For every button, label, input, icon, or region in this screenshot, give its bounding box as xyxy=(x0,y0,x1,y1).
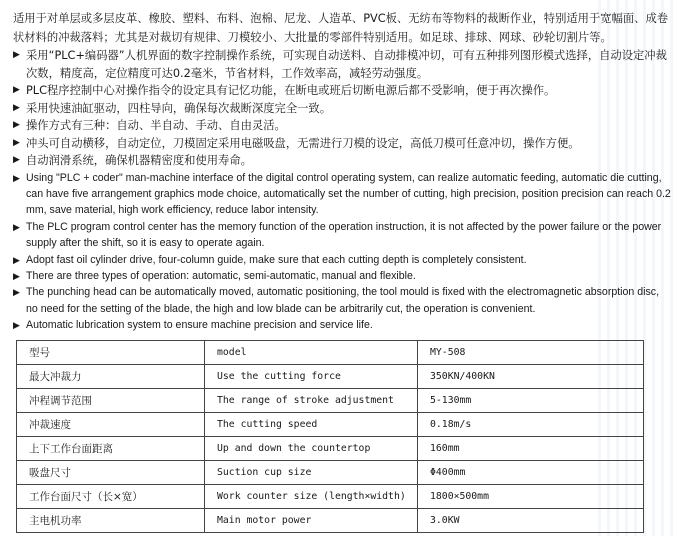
table-row xyxy=(17,340,644,364)
arrow-bullet-icon: ▶ xyxy=(13,254,20,265)
spec-label-cn: 吸盘尺寸 xyxy=(17,460,205,484)
list-item: ▶ 操作方式有三种：自动、半自动、手动、自由灵活。 xyxy=(13,117,671,135)
arrow-bullet-icon: ▶ xyxy=(13,85,20,95)
list-item: ▶ The punching head can be automatically moved, automatic positioning, the tool mould is fixed with the electromagnetic absorption disc, no need for the setting of the blade, the high and low blade can be arbitrarily cut, the operation is convenient. xyxy=(13,286,660,315)
spec-label-en: The cutting speed xyxy=(205,412,418,436)
spec-label-cn: 冲程调节范围 xyxy=(17,388,205,412)
arrow-bullet-icon: ▶ xyxy=(13,320,20,331)
spec-label-en: Work counter size (length×width) xyxy=(205,484,418,508)
spec-label-en: model xyxy=(205,340,418,364)
list-item: ▶ Using "PLC + coder" man-machine interface of the digital control operating system, can realize automatic feeding, automatic die cutting, can have five arrangement graphics mode choice, automatically set the number of cutting, high precision, position precision can reach 0.2 mm, save material, high work efficiency, reduce labor intensity. xyxy=(13,171,671,217)
arrow-bullet-icon: ▶ xyxy=(13,137,20,148)
spec-label-cn: 最大冲裁力 xyxy=(17,364,205,388)
spec-value: 3.0KW xyxy=(418,508,644,532)
spec-value: Φ400mm xyxy=(418,460,644,484)
list-item: ▶ Adopt fast oil cylinder drive, four-column guide, make sure that each cutting depth is completely consistent. xyxy=(13,252,671,268)
spec-label-en: Up and down the countertop xyxy=(205,436,418,460)
table-row xyxy=(17,364,644,388)
arrow-bullet-icon: ▶ xyxy=(13,270,20,281)
table-row xyxy=(17,484,644,508)
list-item: ▶ 采用快速油缸驱动，四柱导向，确保每次裁断深度完全一致。 xyxy=(13,100,671,118)
spec-value: 0.18m/s xyxy=(418,412,644,436)
list-item: ▶ There are three types of operation: automatic, semi-automatic, manual and flexible. xyxy=(13,268,671,284)
arrow-bullet-icon: ▶ xyxy=(13,172,20,183)
spec-value: 160mm xyxy=(418,436,644,460)
spec-value: 350KN/400KN xyxy=(418,364,644,388)
table-row xyxy=(17,388,644,412)
intro-paragraph: 适用于对单层或多层皮革、橡胶、塑料、布料、泡棉、尼龙、人造革、PVC板、无纺布等物料的裁断作业，特别适用于宽幅面、成卷状材料的冲裁落料；尤其是对裁切有规律、刀模较小、大批量的零部件特别适用。如足球、排球、网球、砂轮切割片等。 xyxy=(13,12,669,44)
arrow-bullet-icon: ▶ xyxy=(13,102,20,113)
list-item: ▶ Automatic lubrication system to ensure machine precision and service life. xyxy=(13,317,671,333)
table-row xyxy=(17,460,644,484)
spec-label-cn: 上下工作台面距离 xyxy=(17,436,205,460)
arrow-bullet-icon: ▶ xyxy=(13,155,20,165)
arrow-bullet-icon: ▶ xyxy=(13,120,20,130)
list-item: ▶ 采用“PLC+编码器”人机界面的数字控制操作系统，可实现自动送料、自动排模冲切，可有五种排列图形模式选择，自动设定冲裁次数，精度高，定位精度可达0.2毫米，节省材料，工作效率高，减轻劳动强度。 xyxy=(13,49,667,80)
list-item: ▶ PLC程序控制中心对操作指令的设定具有记忆功能，在断电或班后切断电源后都不受影响，便于再次操作。 xyxy=(13,82,671,100)
table-row xyxy=(17,508,644,532)
list-item: ▶ 冲头可自动横移，自动定位，刀模固定采用电磁吸盘，无需进行刀模的设定，高低刀模可任意冲切，操作方便。 xyxy=(13,135,671,153)
arrow-bullet-icon: ▶ xyxy=(13,50,20,60)
spec-label-en: Main motor power xyxy=(205,508,418,532)
spec-label-cn: 工作台面尺寸（长×宽） xyxy=(17,484,205,508)
spec-table xyxy=(16,340,644,533)
table-row xyxy=(17,412,644,436)
spec-label-en: The range of stroke adjustment xyxy=(205,388,418,412)
spec-label-cn: 冲裁速度 xyxy=(17,412,205,436)
spec-value: 5-130mm xyxy=(418,388,644,412)
arrow-bullet-icon: ▶ xyxy=(13,221,20,232)
list-item: ▶ The PLC program control center has the memory function of the operation instruction, it is not affected by the power failure or the power supply after the shift, so it is easy to operate again. xyxy=(13,220,662,250)
list-item: ▶ 自动润滑系统，确保机器精密度和使用寿命。 xyxy=(13,152,671,170)
arrow-bullet-icon: ▶ xyxy=(13,287,20,298)
features-chinese-list xyxy=(13,47,671,170)
product-description xyxy=(13,10,671,533)
spec-label-cn: 型号 xyxy=(17,340,205,364)
spec-label-en: Use the cutting force xyxy=(205,364,418,388)
spec-label-en: Suction cup size xyxy=(205,460,418,484)
spec-value: MY-508 xyxy=(418,340,644,364)
table-row xyxy=(17,436,644,460)
spec-label-cn: 主电机功率 xyxy=(17,508,205,532)
spec-value: 1800×500mm xyxy=(418,484,644,508)
features-english-list xyxy=(13,170,671,334)
